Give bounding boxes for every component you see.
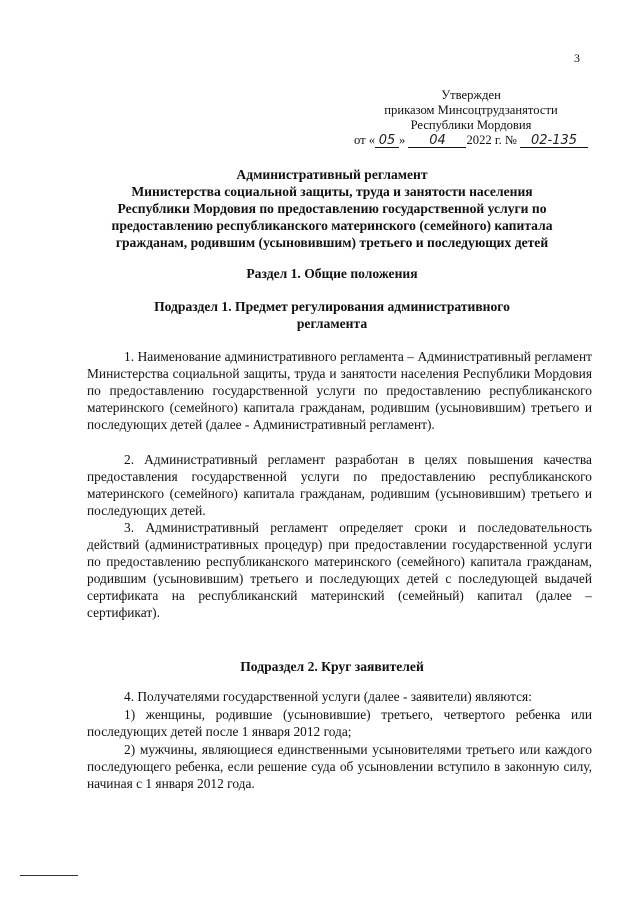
date-prefix: от « <box>353 133 376 147</box>
subsection-1-heading <box>70 298 594 332</box>
date-year: 2022 г. № <box>466 133 517 147</box>
approval-stamp <box>346 88 596 148</box>
subsection-2-heading: Подраздел 2. Круг заявителей <box>240 659 424 674</box>
paragraph-4-item-1: 1) женщины, родившие (усыновившие) третьего, четвертого ребенка или последующих детей после 1 января 2012 года; <box>87 707 592 739</box>
subsection-1-line: Подраздел 1. Предмет регулирования административного <box>154 299 510 314</box>
subsection-1-line: регламента <box>296 316 368 331</box>
paragraph-1: 1. Наименование административного регламента – Административный регламент Министерства социальной защиты, труда и занятости населения Республики Мордовия по предоставлению государственной услуги по предоставлению республиканского материнского (семейного) капитала гражданам, родившим (усыновившим) третьего и последующих детей (далее - Административный регламент). <box>87 349 592 432</box>
date-day: 05 <box>375 135 399 148</box>
approval-line-order: приказом Минсоцтрудзанятости <box>384 103 558 117</box>
title-line: предоставлению республиканского материнского (семейного) капитала <box>111 218 553 233</box>
paragraph-4: 4. Получателями государственной услуги (далее - заявители) являются: <box>124 689 532 704</box>
document-title <box>70 166 594 251</box>
section-1-heading: Раздел 1. Общие положения <box>246 266 418 281</box>
paragraph-3: 3. Административный регламент определяет сроки и последовательность действий (административных процедур) при предоставлении государственной услуги по предоставлению республиканского материнского (семейного) капитала гражданам, родившим (усыновившим) третьего и последующих детей с последующей выдачей сертификата на республиканский материнский (семейный) капитал (далее – сертификат). <box>87 520 592 620</box>
page-number: 3 <box>574 51 580 65</box>
paragraph-4-item-2: 2) мужчины, являющиеся единственными усыновителями третьего или каждого последующего ребенка, если решение суда об усыновлении вступило в законную силу, начиная с 1 января 2012 года. <box>87 742 592 791</box>
order-number: 02-135 <box>520 135 588 148</box>
approval-date-line <box>346 133 596 148</box>
approval-line-republic: Республики Мордовия <box>410 118 532 132</box>
approval-line-approved: Утвержден <box>441 88 501 102</box>
title-line: гражданам, родившим (усыновившим) третьего и последующих детей <box>115 235 549 250</box>
title-line: Республики Мордовия по предоставлению государственной услуги по <box>117 201 547 216</box>
title-line: Министерства социальной защиты, труда и занятости населения <box>131 184 533 199</box>
paragraph-2: 2. Административный регламент разработан в целях повышения качества предоставления государственной услуги по предоставлению республиканского материнского (семейного) капитала гражданам, родившим (усыновившим) третьего и последующих детей. <box>87 452 592 518</box>
date-mid: » <box>399 133 406 147</box>
date-month: 04 <box>408 135 466 148</box>
title-line: Административный регламент <box>236 167 428 182</box>
footer-rule <box>20 875 78 876</box>
